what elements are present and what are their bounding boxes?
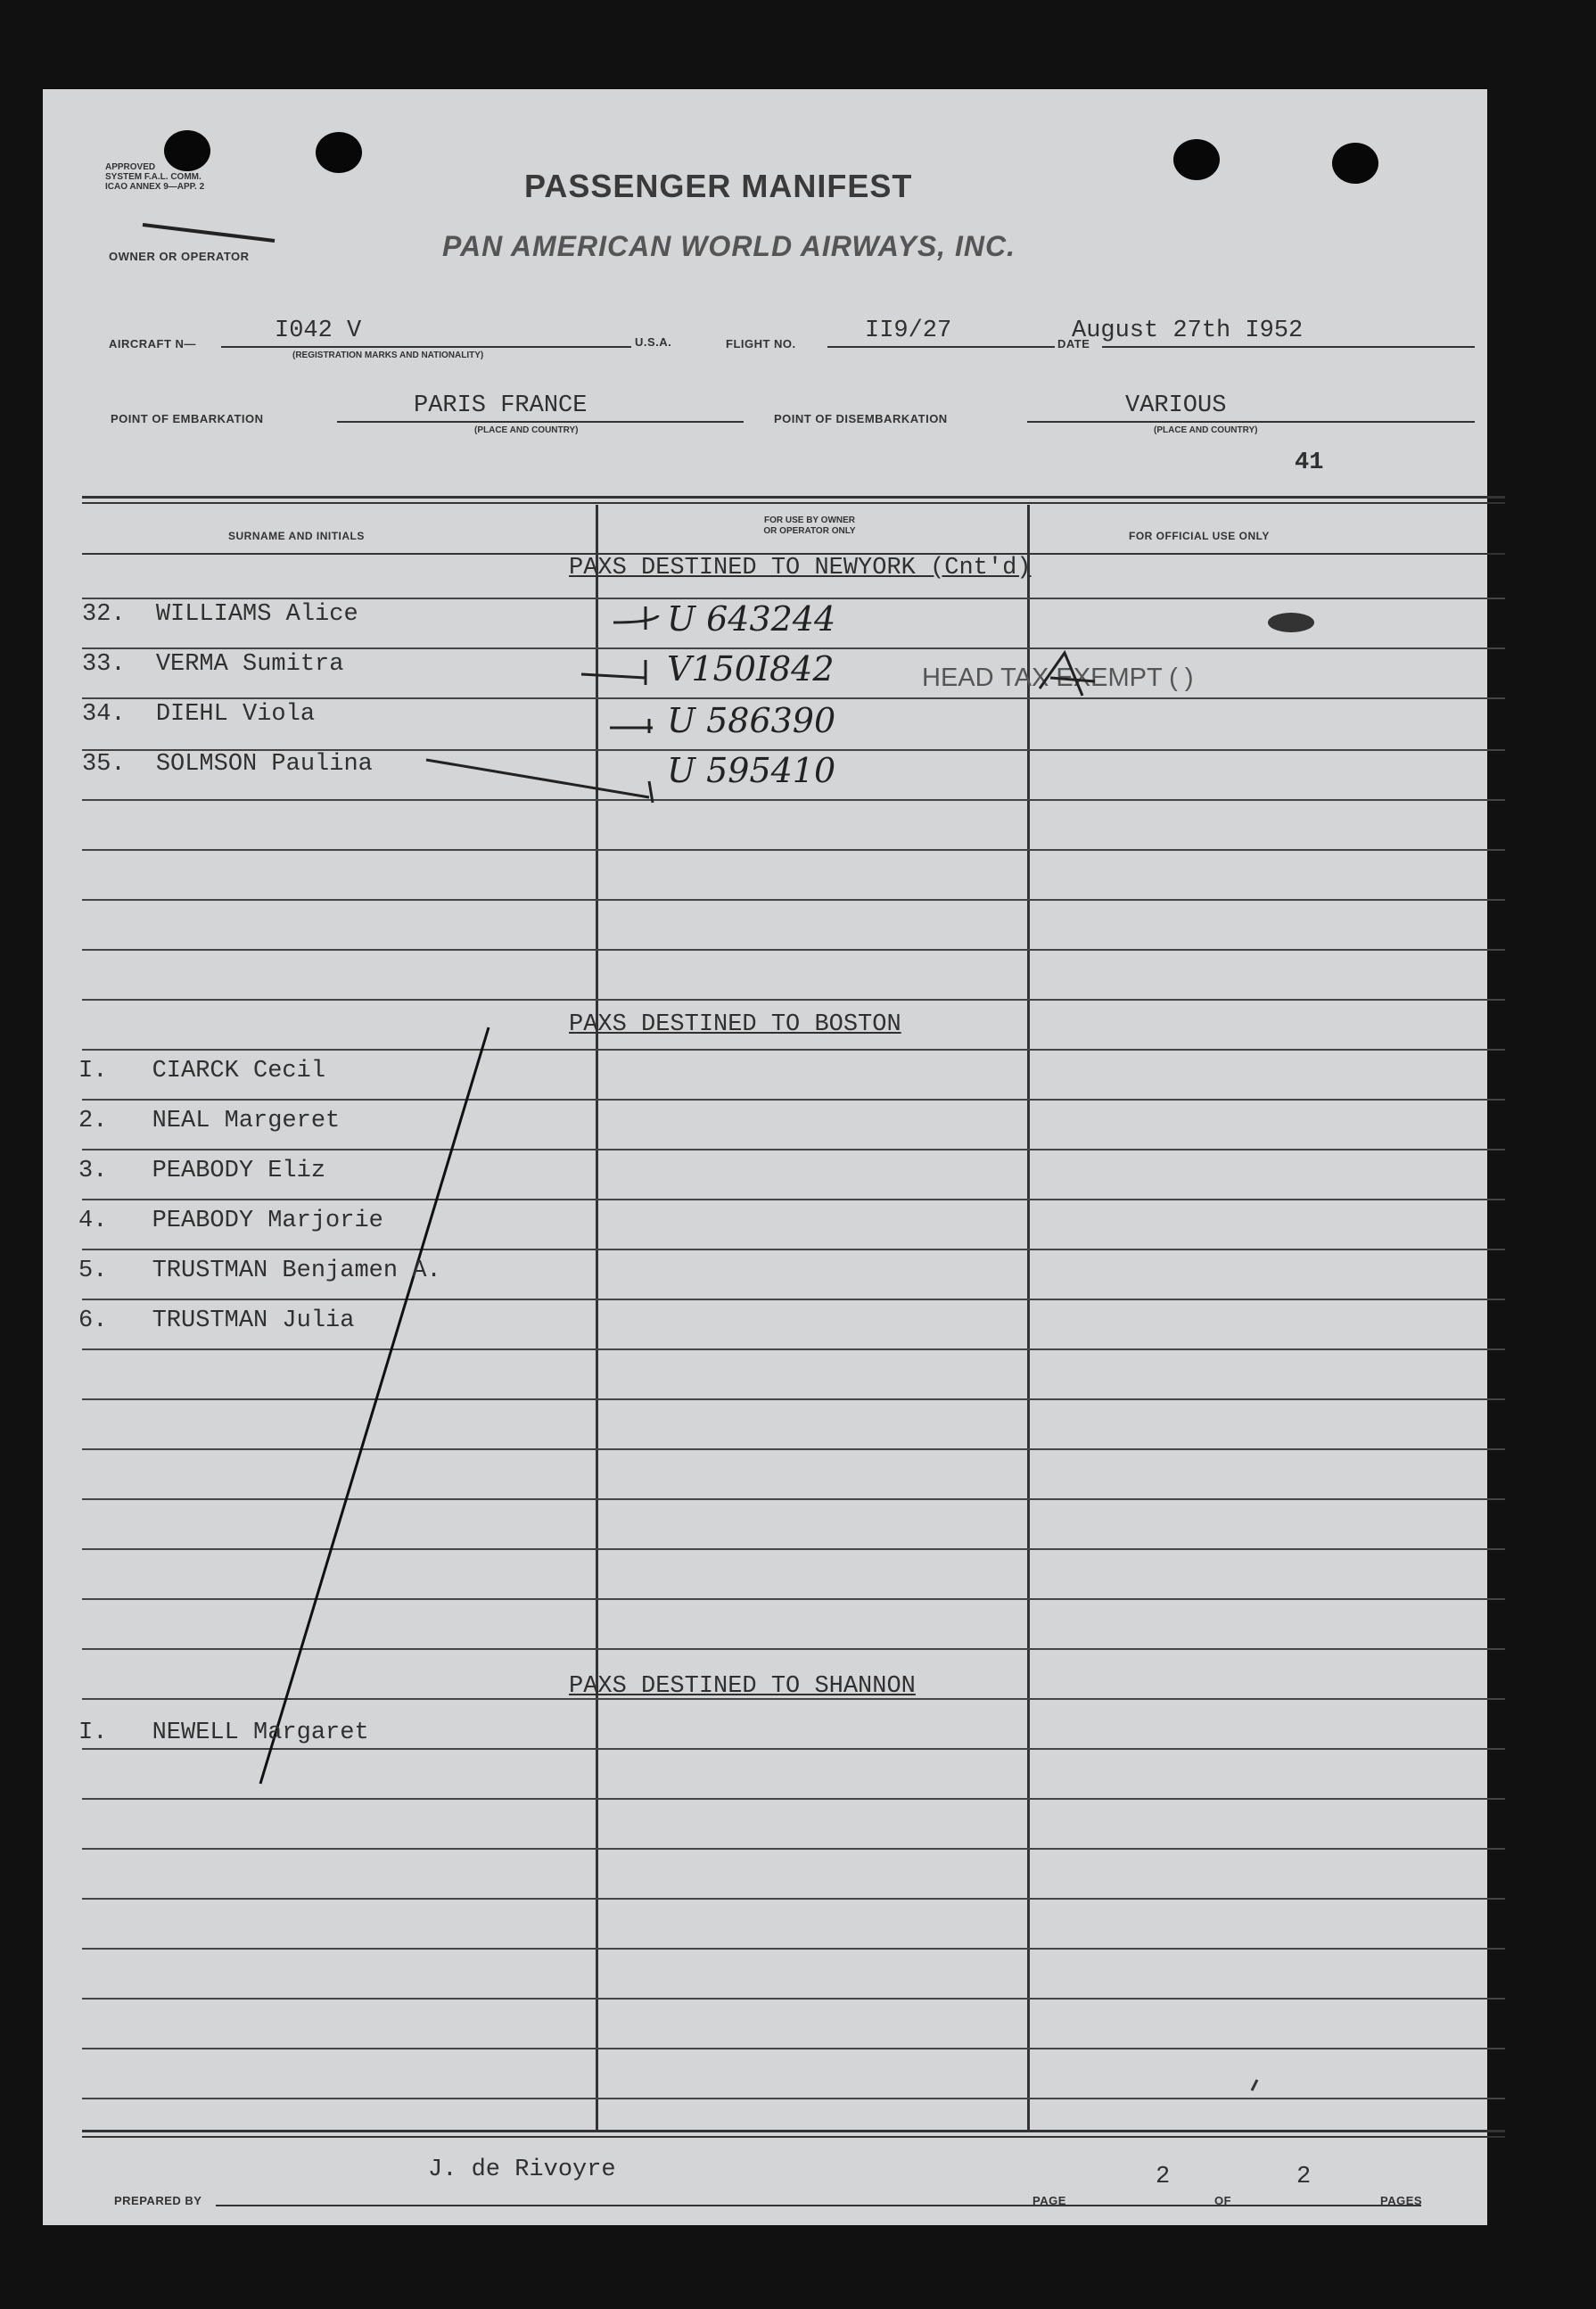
disembarkation-caption: (PLACE AND COUNTRY) xyxy=(1154,425,1258,435)
passenger-name: CIARCK Cecil xyxy=(152,1058,326,1084)
total-pages: 2 xyxy=(1296,2164,1312,2190)
of-label: OF xyxy=(1214,2194,1232,2207)
passenger-number: 5. xyxy=(78,1258,108,1284)
section-heading-shannon: PAXS DESTINED TO SHANNON xyxy=(569,1673,916,1700)
aircraft-caption: (REGISTRATION MARKS AND NATIONALITY) xyxy=(292,350,484,360)
date-value: August 27th I952 xyxy=(1072,317,1304,344)
embarkation-value: PARIS FRANCE xyxy=(414,392,588,419)
passenger-row xyxy=(78,1108,340,1134)
passenger-number: 4. xyxy=(78,1208,108,1234)
passenger-row xyxy=(78,1258,441,1284)
head-tax-exempt-stamp: HEAD TAX EXEMPT ( ) xyxy=(922,664,1194,692)
column-header-official: FOR OFFICIAL USE ONLY xyxy=(1129,530,1270,542)
approval-line: SYSTEM F.A.L. COMM. xyxy=(105,172,202,182)
passenger-name: DIEHL Viola xyxy=(155,701,316,728)
handwritten-passport-number: V150I842 xyxy=(667,649,835,689)
passenger-number: I. xyxy=(78,1058,108,1084)
passenger-number: 33. xyxy=(82,651,126,678)
embarkation-caption: (PLACE AND COUNTRY) xyxy=(474,425,579,435)
passenger-number: I. xyxy=(78,1719,108,1746)
passenger-name: NEWELL Margaret xyxy=(152,1719,369,1746)
disembarkation-value: VARIOUS xyxy=(1125,392,1227,419)
passenger-number: 35. xyxy=(82,751,126,778)
passenger-row xyxy=(78,1208,383,1234)
passenger-name: TRUSTMAN Julia xyxy=(152,1307,355,1334)
aircraft-label: AIRCRAFT N— xyxy=(109,337,196,350)
handwritten-passport-number: U 586390 xyxy=(667,701,836,740)
column-header-line: FOR USE BY OWNER xyxy=(763,515,856,525)
pages-label: PAGES xyxy=(1380,2194,1423,2207)
passenger-name: PEABODY Marjorie xyxy=(152,1208,383,1234)
passenger-count: 41 xyxy=(1295,449,1324,476)
passenger-row xyxy=(78,1158,325,1184)
passenger-number: 6. xyxy=(78,1307,108,1334)
flight-label: FLIGHT NO. xyxy=(726,337,796,350)
approval-line: ICAO ANNEX 9—APP. 2 xyxy=(105,182,205,192)
page-title: PASSENGER MANIFEST xyxy=(524,168,913,204)
passenger-row xyxy=(78,1058,325,1084)
passenger-number: 34. xyxy=(82,701,126,728)
prepared-by-value: J. de Rivoyre xyxy=(428,2156,616,2183)
operator-name: PAN AMERICAN WORLD AIRWAYS, INC. xyxy=(442,230,1016,262)
handwritten-passport-number: U 595410 xyxy=(667,751,836,790)
passenger-name: SOLMSON Paulina xyxy=(155,751,373,778)
owner-label: OWNER OR OPERATOR xyxy=(109,250,250,263)
passenger-name: PEABODY Eliz xyxy=(152,1158,326,1184)
page-label: PAGE xyxy=(1032,2194,1066,2207)
prepared-by-label: PREPARED BY xyxy=(114,2194,202,2207)
section-heading-newyork: PAXS DESTINED TO NEWYORK (Cnt'd) xyxy=(569,555,1032,581)
column-header-surname: SURNAME AND INITIALS xyxy=(228,530,365,542)
passenger-name: NEAL Margeret xyxy=(152,1108,341,1134)
passenger-name: WILLIAMS Alice xyxy=(155,601,358,628)
passenger-name: VERMA Sumitra xyxy=(155,651,344,678)
passenger-row xyxy=(78,1719,369,1746)
passenger-row xyxy=(78,1307,354,1334)
passenger-name: TRUSTMAN Benjamen A. xyxy=(152,1258,441,1284)
embarkation-label: POINT OF EMBARKATION xyxy=(111,412,264,425)
aircraft-value: I042 V xyxy=(275,317,362,344)
handwritten-passport-number: U 643244 xyxy=(667,599,836,639)
usa-label: U.S.A. xyxy=(635,335,672,349)
column-header-line: OR OPERATOR ONLY xyxy=(763,526,856,536)
section-heading-boston: PAXS DESTINED TO BOSTON xyxy=(569,1011,901,1038)
page-number: 2 xyxy=(1156,2164,1171,2190)
approval-line: APPROVED xyxy=(105,162,156,172)
manifest-sheet xyxy=(43,89,1487,2225)
passenger-number: 32. xyxy=(82,601,126,628)
passenger-number: 3. xyxy=(78,1158,108,1184)
passenger-number: 2. xyxy=(78,1108,108,1134)
disembarkation-label: POINT OF DISEMBARKATION xyxy=(774,412,948,425)
flight-value: II9/27 xyxy=(865,317,952,344)
date-label: DATE xyxy=(1057,337,1090,350)
